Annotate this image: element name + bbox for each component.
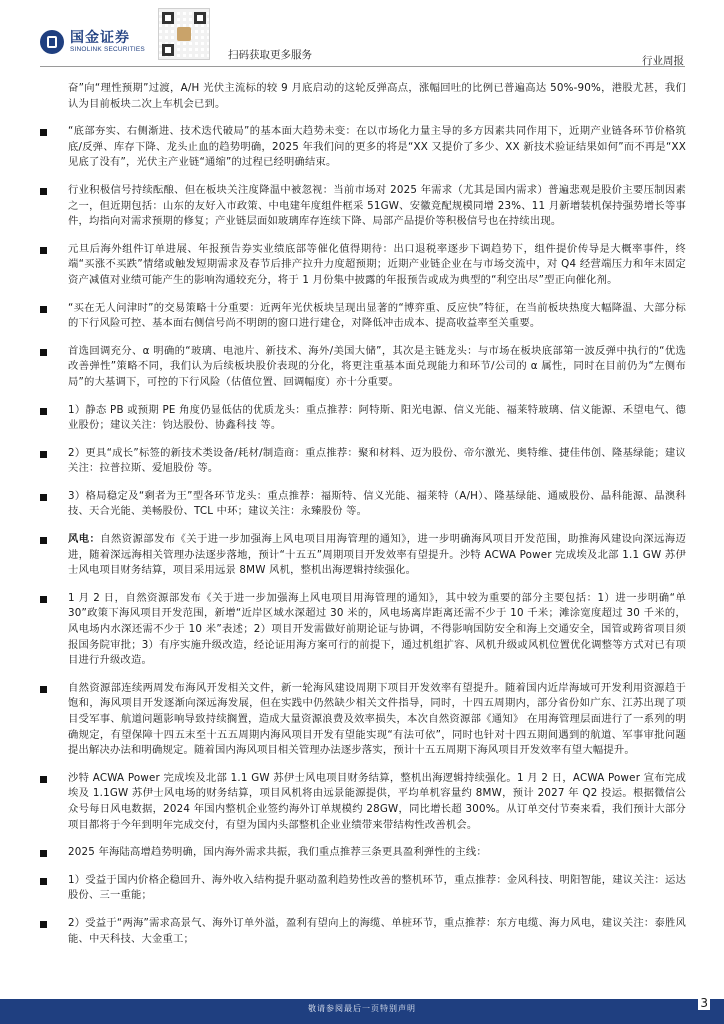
paragraph-body: 元旦后海外组件订单进展、年报预告券实业绩底部等催化值得期待：出口退税率逐步下调趋势下，组件提价传导是大概率事件，终端“买涨不买跌”情绪或触发短期需求及春节后排产拉升力度超预期；近期产业链企业在与市场交流中，对 Q4 经营端压力和年末固定资产减值对业绩可能产生的影响沟通较充分，将于 1 月份集中披露的年报预告或成为典型的“利空出尽”型正向催化剂。	[68, 242, 686, 286]
square-bullet-icon	[40, 188, 47, 195]
paragraph-text	[68, 916, 686, 947]
paragraph-body: 1）静态 PB 或预期 PE 角度仍显低估的优质龙头：重点推荐：阿特斯、阳光电源、信义光能、福莱特玻璃、信义能源、禾望电气、德业股份；建议关注：钧达股份、协鑫科技 等。	[68, 403, 686, 432]
paragraph	[40, 771, 686, 833]
square-bullet-icon	[40, 451, 47, 458]
page-number: 3	[700, 996, 708, 1010]
report-type: 行业周报	[642, 55, 684, 67]
paragraph-body: 自然资源部连续两周发布海风开发相关文件，新一轮海风建设周期下项目开发效率有望提升。随着国内近岸海域可开发利用资源趋于饱和，海风项目开发逐渐向深远海发展，但在实践中仍然缺少相关文件指导，同时，十四五周期内，部分省份如广东、江苏出现了项目受军事、航道问题影响导致持续搁置，造成大量资源浪费及效率损失，本次自然资源部《通知》 在用海管理层面进行了一系列的明确规定，有望保障十四五末至十五五周期内海风项目开发有望能实现“有法可依”，同时也针对十四五期间遇到的航道、军事审批问题提出解决办法和明确规定。随着国内海风项目相关管理办法逐步落实，预计十五五周期下海风项目开发效率有望大幅提升。	[68, 681, 686, 757]
square-bullet-icon	[40, 494, 47, 501]
square-bullet-icon	[40, 878, 47, 885]
paragraph	[40, 81, 686, 112]
paragraph-text	[68, 489, 686, 520]
qr-code-icon	[158, 8, 210, 60]
brand-logo	[40, 30, 145, 54]
square-bullet-icon	[40, 349, 47, 356]
paragraph-text	[68, 591, 686, 669]
paragraph-body: 1 月 2 日，自然资源部发布《关于进一步加强海上风电项目用海管理的通知》，其中较为重要的部分主要包括：1）进一步明确“单 30”政策下海风项目开发范围，新增“近岸区域水深超过 30 米的，风电场离岸距离还需不少于 10 千米；滩涂宽度超过 30 千米的，风电场内水深还需不少于 10 米”表述；2）项目开发需做好前期论证与协调，不得影响国防安全和海上交通安全，国管或跨省项目须报国务院审批；3）有序实施升级改造，经论证用海方案可行的前提下，通过机组扩容、风机升级或风机位置优化调整等方式对已有项目进行升级改造。	[68, 591, 686, 667]
scan-prompt: 扫码获取更多服务	[228, 49, 312, 61]
paragraph-text	[68, 242, 686, 289]
paragraph-text	[68, 845, 686, 861]
paragraph	[40, 591, 686, 669]
report-body	[40, 81, 686, 959]
paragraph-text	[68, 771, 686, 833]
paragraph-text	[68, 681, 686, 759]
square-bullet-icon	[40, 247, 47, 254]
paragraph-body: 行业积极信号持续酝酿、但在板块关注度降温中被忽视：当前市场对 2025 年需求（尤其是国内需求）普遍悲观是股价主要压制因素之一，但近期包括：山东的友好入市政策、中电建年度组件框采 51GW、安徽竞配规模同增 23%、11 月新增装机保持强势增长等事件，均指向对需求预期的修复；产业链层面如玻璃库存连续下降、局部产品提价等积极信号也在持续出现。	[68, 183, 686, 228]
paragraph	[40, 124, 686, 171]
paragraph	[40, 183, 686, 230]
paragraph-text	[68, 403, 686, 434]
paragraph-text	[68, 183, 686, 230]
square-bullet-icon	[40, 306, 47, 313]
square-bullet-icon	[40, 408, 47, 415]
paragraph-body: 1）受益于国内价格企稳回升、海外收入结构提升驱动盈利趋势性改善的整机环节，重点推荐：金风科技、明阳智能，建议关注：运达股份、三一重能；	[68, 873, 686, 902]
paragraph-body: “买在无人问津时”的交易策略十分重要：近两年光伏板块呈现出显著的“博弈重、反应快”特征，在当前板块热度大幅降温、大部分标的下行风险可控、基本面右侧信号尚不明朗的窗口进行建仓，对降低冲击成本、提高收益率至关重要。	[68, 301, 686, 330]
paragraph-text	[68, 344, 686, 391]
brand-name-en: SINOLINK SECURITIES	[70, 45, 145, 53]
paragraph-body: 2）受益于“两海”需求高景气、海外订单外溢，盈利有望向上的海缆、单桩环节，重点推荐：东方电缆、海力风电，建议关注：泰胜风能、中天科技、大金重工；	[68, 916, 686, 945]
footer-disclaimer: 敬请参阅最后一页特别声明	[308, 1004, 416, 1013]
square-bullet-icon	[40, 850, 47, 857]
square-bullet-icon	[40, 537, 47, 544]
header-divider	[40, 66, 685, 67]
paragraph	[40, 681, 686, 759]
paragraph	[40, 403, 686, 434]
square-bullet-icon	[40, 596, 47, 603]
paragraph-body: 3）格局稳定及“剩者为王”型各环节龙头：重点推荐：福斯特、信义光能、福莱特（A/H）、隆基绿能、通威股份、晶科能源、晶澳科技、天合光能、美畅股份、TCL 中环；建议关注：永臻股份 等。	[68, 489, 686, 518]
brand-logo-icon	[40, 30, 64, 54]
paragraph	[40, 301, 686, 332]
paragraph	[40, 242, 686, 289]
paragraph-body: 自然资源部发布《关于进一步加强海上风电项目用海管理的通知》，进一步明确海风项目开发范围，助推海风建设向深远海迈进，随着深远海相关管理办法逐步落地，预计“十五五”周期项目开发效率有望提升。沙特 ACWA Power 完成埃及北部 1.1 GW 苏伊士风电项目财务结算，项目采用远景 8MW 风机，整机出海逻辑持续强化。	[68, 533, 686, 577]
paragraph-body: “底部夯实、右侧渐进、技术迭代破局”的基本面大趋势未变：在以市场化力量主导的多方因素共同作用下，近期产业链各环节价格筑底/反弹、库存下降、龙头止血的趋势明确，2025 年我们问的更多的将是“XX 又提价了多少、XX 新技术验证结果如何”而不再是“XX 见底了没有”，光伏主产业链“通缩”的过程已经明确结束。	[68, 125, 686, 169]
paragraph-body: 奋”向“理性预期”过渡，A/H 光伏主流标的较 9 月底启动的这轮反弹高点，涨幅回吐的比例已普遍高达 50%-90%，港股尤甚，我们认为目前板块二次上车机会已到。	[68, 82, 686, 110]
page-header	[0, 0, 724, 70]
brand-name-cn: 国金证券	[70, 29, 130, 46]
paragraph	[40, 532, 686, 579]
paragraph-body: 首选回调充分、α 明确的“玻璃、电池片、新技术、海外/美国大储”，其次是主链龙头：与市场在板块底部第一波反弹中执行的“优选改善弹性”策略不同，我们认为后续板块股价表现的分化，将更注重基本面兑现能力和环节/公司的 α 属性，同时在目前仍为“左侧布局”的大基调下，可控的下行风险（估值位置、回调幅度）亦十分重要。	[68, 344, 686, 388]
square-bullet-icon	[40, 921, 47, 928]
paragraph	[40, 873, 686, 904]
square-bullet-icon	[40, 776, 47, 783]
paragraph-label: 风电：	[68, 533, 101, 546]
paragraph	[40, 489, 686, 520]
paragraph	[40, 845, 686, 861]
paragraph-text	[68, 532, 686, 579]
square-bullet-icon	[40, 686, 47, 693]
paragraph-text	[68, 446, 686, 477]
paragraph-text	[68, 81, 686, 112]
paragraph-body: 沙特 ACWA Power 完成埃及北部 1.1 GW 苏伊士风电项目财务结算，整机出海逻辑持续强化。1 月 2 日，ACWA Power 宣布完成埃及 1.1GW 苏伊士风电场的财务结算，项目风机将由远景能源提供，平均单机容量约 8MW，预计 2027 年 Q2 投运。根据微信公众号每日风电数据，2024 年国内整机企业签约海外订单规模约 28GW，同比增长超 300%。从订单交付节奏来看，我们预计大部分项目都将于今年到明年完成交付，有望为国内头部整机企业业绩带来带结构性改善机会。	[68, 771, 686, 831]
paragraph	[40, 916, 686, 947]
paragraph-text	[68, 124, 686, 171]
paragraph-text	[68, 873, 686, 904]
paragraph-text	[68, 301, 686, 332]
paragraph-body: 2）更具“成长”标签的新技术类设备/耗材/制造商：重点推荐：聚和材料、迈为股份、帝尔激光、奥特维、捷佳伟创、隆基绿能；建议关注：拉普拉斯、爱旭股份 等。	[68, 446, 686, 475]
paragraph	[40, 344, 686, 391]
paragraph	[40, 446, 686, 477]
paragraph-body: 2025 年海陆高增趋势明确，国内海外需求共振，我们重点推荐三条更具盈利弹性的主线：	[68, 846, 487, 859]
square-bullet-icon	[40, 129, 47, 136]
